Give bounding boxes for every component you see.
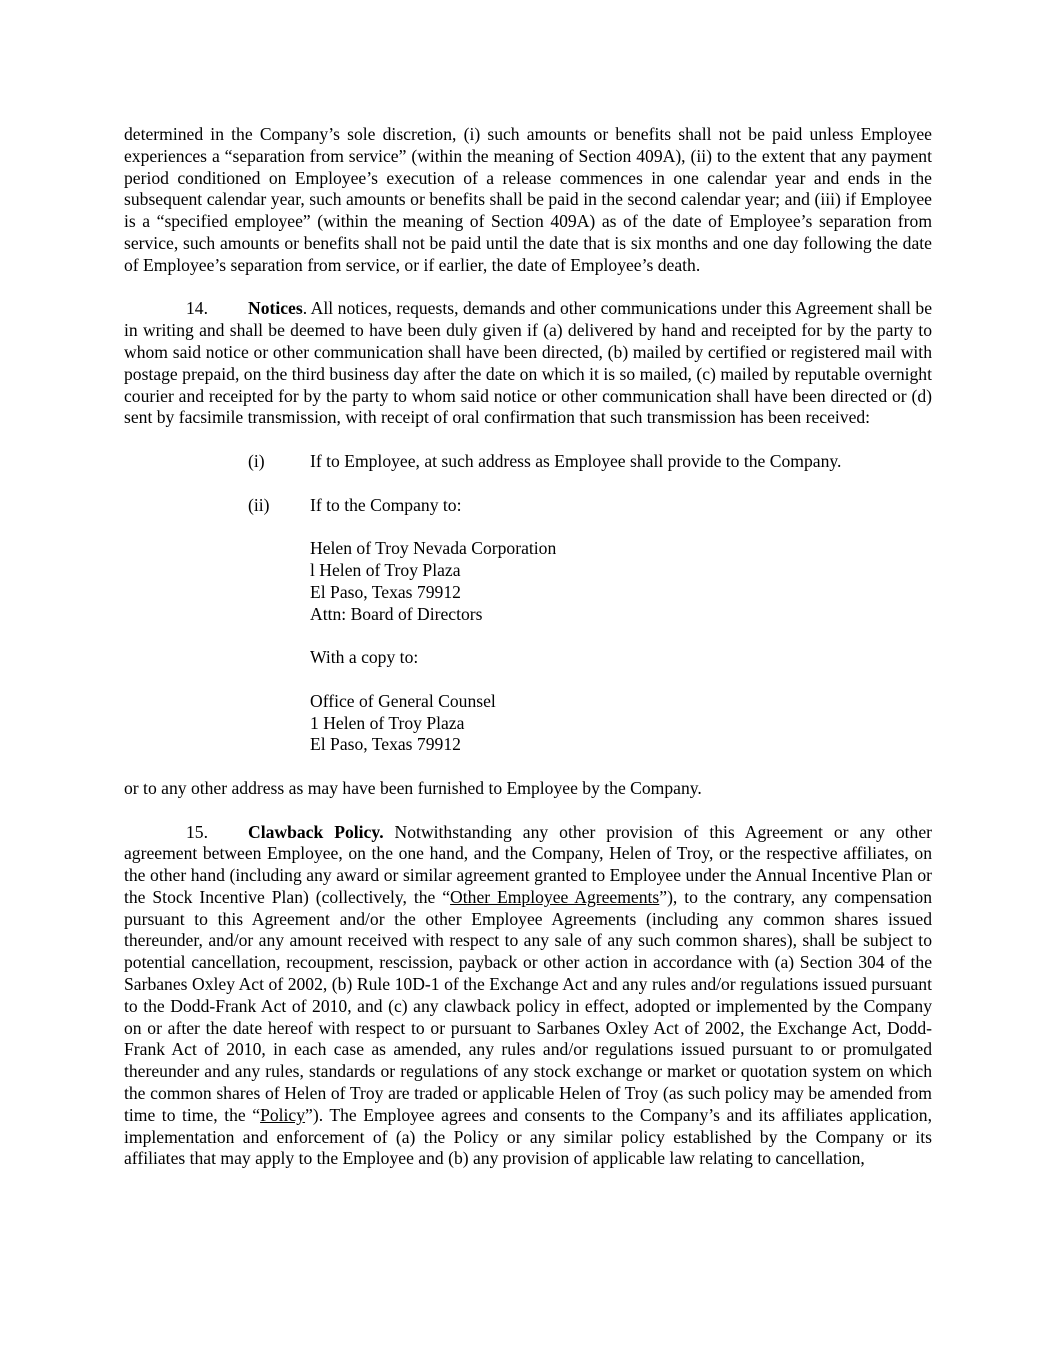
paragraph-spacer (124, 277, 932, 299)
paragraph-13-continuation: determined in the Company’s sole discretion, (i) such amounts or benefits shall not be paid unless Employee experiences a “separation from service” (within the meaning of Section 409A), (ii) to the extent that any payment period conditioned on Employee’s execution of a release commences in one calendar year and ends in the subsequent calendar year, such amounts or benefits shall be paid in the second calendar year; and (iii) if Employee is a “specified employee” (within the meaning of Section 409A) as of the date of Employee’s separation from service, such amounts or benefits shall not be paid until the date that is six months and one day following the date of Employee’s separation from service, or if earlier, the date of Employee’s death. (124, 124, 932, 275)
company-address-line: Attn: Board of Directors (310, 603, 483, 624)
section-15-body: ”). The Employee agrees and consents to the Company’s and its affiliates application, implementation and enforcement of (a) the Policy or any similar policy established by the Company or its affiliates that may apply to the Employee and (b) any provision of applicable law relating to cancellation, (124, 1104, 932, 1169)
notice-item-ii (124, 495, 932, 517)
copy-address-line: 1 Helen of Troy Plaza (310, 712, 465, 733)
copy-to-label: With a copy to: (310, 647, 419, 668)
paragraph-spacer (124, 429, 932, 451)
section-15-paragraph (124, 822, 932, 1171)
section-14-closing: or to any other address as may have been furnished to Employee by the Company. (124, 777, 702, 798)
defined-term-other-employee-agreements: Other Employee Agreements (450, 886, 660, 907)
notice-item-i (124, 451, 932, 473)
section-14-heading: Notices (248, 298, 303, 319)
notice-item-ii-label: (ii) (248, 494, 270, 515)
document-page (124, 124, 932, 1170)
section-14-body: . All notices, requests, demands and other communications under this Agreement shall be in writing and shall be deemed to have been duly given if (a) delivered by hand and receipted for by the party to whom said notice or other communication shall have been directed, (b) mailed by certified or registered mail with postage prepaid, on the third business day after the date on which it is so mailed, (c) mailed by reputable overnight courier and receipted for by the party to whom said notice or other communication shall have been directed or (d) sent by facsimile transmission, with receipt of oral confirmation that such transmission has been received: (124, 298, 932, 428)
paragraph-spacer (124, 800, 932, 822)
section-15-number: 15. (186, 821, 208, 842)
notice-item-ii-text: If to the Company to: (310, 494, 462, 515)
section-15-heading: Clawback Policy. (248, 821, 384, 842)
copy-address-line: Office of General Counsel (310, 690, 496, 711)
paragraph-spacer (124, 473, 932, 495)
company-address-line: El Paso, Texas 79912 (310, 581, 461, 602)
paragraph-spacer (310, 669, 932, 691)
copy-address-line: El Paso, Texas 79912 (310, 734, 461, 755)
company-address-block (124, 538, 932, 756)
company-address-line: Helen of Troy Nevada Corporation (310, 538, 557, 559)
company-address-line: l Helen of Troy Plaza (310, 559, 461, 580)
paragraph-spacer (310, 625, 932, 647)
paragraph-spacer (124, 756, 932, 778)
section-14-paragraph (124, 298, 932, 429)
defined-term-policy: Policy (260, 1104, 306, 1125)
section-15-body: Notwithstanding any other provision of this Agreement or any other agreement between Employee, on the one hand, and the Company, Helen of Troy, or the respective affiliates, on the other hand (including any award or similar agreement granted to Employee under the Annual Incentive Plan or the Stock Incentive Plan) (collectively, the “ (124, 821, 932, 907)
notice-item-i-label: (i) (248, 450, 265, 471)
paragraph-spacer (124, 516, 932, 538)
section-14-number: 14. (186, 298, 208, 319)
section-15-body: ”), to the contrary, any compensation pursuant to this Agreement and/or the other Employee Agreements (including any common shares issued thereunder, and/or any amount received with respect to any sale of any such common shares), shall be subject to potential cancellation, recoupment, rescission, payback or other action in accordance with (a) Section 304 of the Sarbanes Oxley Act of 2002, (b) Rule 10D-1 of the Exchange Act and any rules and/or regulations issued pursuant to the Dodd-Frank Act of 2010, and (c) any clawback policy in effect, adopted or implemented by the Company on or after the date hereof with respect to or pursuant to Sarbanes Oxley Act of 2002, the Exchange Act, Dodd-Frank Act of 2010, in each case as amended, any rules and/or regulations issued pursuant to or promulgated thereunder and any rules, standards or regulations of any stock exchange or market or quotation system on which the common shares of Helen of Troy are traded or applicable Helen of Troy (as such policy may be amended from time to time, the “ (124, 886, 932, 1125)
notice-item-i-text: If to Employee, at such address as Employee shall provide to the Company. (310, 450, 842, 471)
